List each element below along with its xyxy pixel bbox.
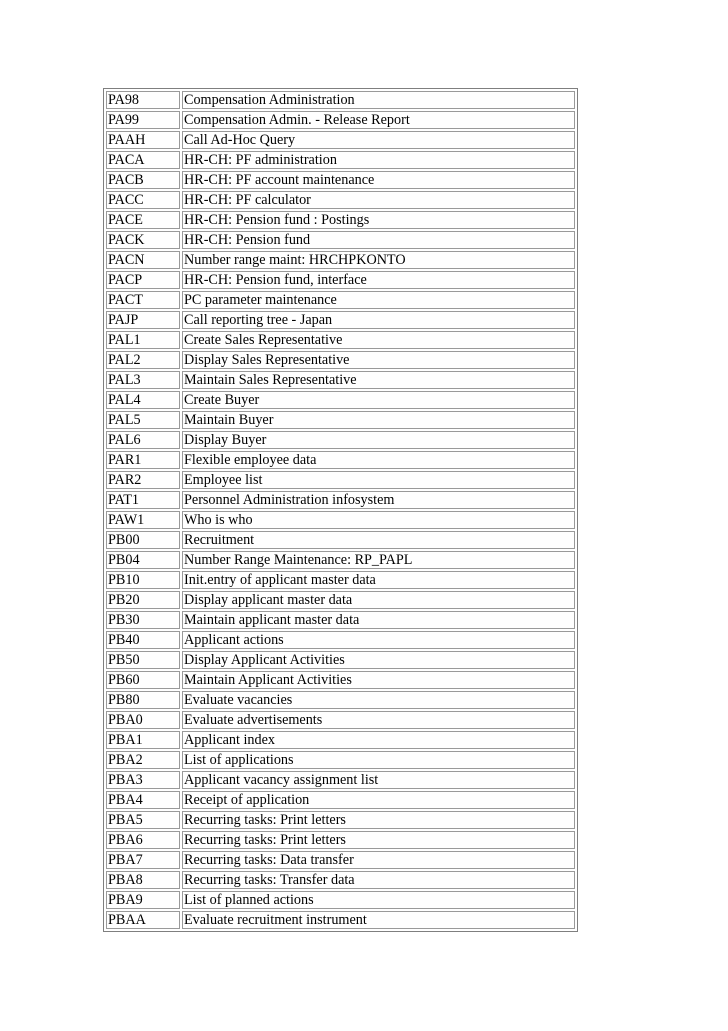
transaction-description-cell: Recurring tasks: Print letters — [182, 811, 575, 829]
transaction-description-cell: Init.entry of applicant master data — [182, 571, 575, 589]
transaction-code-cell: PB60 — [106, 671, 180, 689]
transaction-description-cell: Display Buyer — [182, 431, 575, 449]
transaction-description-cell: Maintain applicant master data — [182, 611, 575, 629]
transaction-code-cell: PAT1 — [106, 491, 180, 509]
table-row — [106, 291, 575, 309]
table-row — [106, 691, 575, 709]
table-row — [106, 311, 575, 329]
transaction-code-cell: PBA8 — [106, 871, 180, 889]
transaction-code-cell: PBA0 — [106, 711, 180, 729]
table-row — [106, 591, 575, 609]
table-row — [106, 271, 575, 289]
transaction-code-cell: PB30 — [106, 611, 180, 629]
transaction-description-cell: Personnel Administration infosystem — [182, 491, 575, 509]
transaction-code-cell: PAW1 — [106, 511, 180, 529]
table-row — [106, 331, 575, 349]
transaction-code-cell: PB80 — [106, 691, 180, 709]
table-row — [106, 631, 575, 649]
transaction-code-cell: PB40 — [106, 631, 180, 649]
transaction-code-cell: PACC — [106, 191, 180, 209]
transaction-code-cell: PACN — [106, 251, 180, 269]
transaction-code-cell: PAL2 — [106, 351, 180, 369]
transaction-description-cell: Maintain Applicant Activities — [182, 671, 575, 689]
transaction-description-cell: Recruitment — [182, 531, 575, 549]
transaction-code-cell: PB00 — [106, 531, 180, 549]
transaction-description-cell: Evaluate recruitment instrument — [182, 911, 575, 929]
transaction-description-cell: Display Sales Representative — [182, 351, 575, 369]
transaction-code-cell: PBA7 — [106, 851, 180, 869]
table-row — [106, 231, 575, 249]
transaction-code-table — [103, 88, 578, 932]
transaction-code-cell: PBA5 — [106, 811, 180, 829]
transaction-code-cell: PAL1 — [106, 331, 180, 349]
transaction-description-cell: Recurring tasks: Data transfer — [182, 851, 575, 869]
transaction-description-cell: Display Applicant Activities — [182, 651, 575, 669]
transaction-description-cell: HR-CH: Pension fund, interface — [182, 271, 575, 289]
transaction-description-cell: Display applicant master data — [182, 591, 575, 609]
table-row — [106, 471, 575, 489]
transaction-code-cell: PAL4 — [106, 391, 180, 409]
transaction-code-cell: PBA2 — [106, 751, 180, 769]
transaction-code-cell: PA98 — [106, 91, 180, 109]
transaction-code-cell: PACT — [106, 291, 180, 309]
transaction-code-cell: PACK — [106, 231, 180, 249]
table-row — [106, 911, 575, 929]
transaction-description-cell: Evaluate advertisements — [182, 711, 575, 729]
transaction-code-cell: PBA9 — [106, 891, 180, 909]
table-row — [106, 551, 575, 569]
transaction-code-cell: PAAH — [106, 131, 180, 149]
transaction-description-cell: List of planned actions — [182, 891, 575, 909]
table-row — [106, 171, 575, 189]
table-row — [106, 731, 575, 749]
table-row — [106, 891, 575, 909]
table-row — [106, 511, 575, 529]
transaction-description-cell: Recurring tasks: Print letters — [182, 831, 575, 849]
transaction-description-cell: Applicant actions — [182, 631, 575, 649]
transaction-code-cell: PAR1 — [106, 451, 180, 469]
transaction-code-cell: PAJP — [106, 311, 180, 329]
transaction-description-cell: Employee list — [182, 471, 575, 489]
table-row — [106, 791, 575, 809]
table-row — [106, 411, 575, 429]
transaction-description-cell: HR-CH: Pension fund — [182, 231, 575, 249]
transaction-code-cell: PBA1 — [106, 731, 180, 749]
table-row — [106, 351, 575, 369]
transaction-code-cell: PACE — [106, 211, 180, 229]
transaction-description-cell: HR-CH: PF calculator — [182, 191, 575, 209]
transaction-description-cell: Who is who — [182, 511, 575, 529]
table-row — [106, 771, 575, 789]
table-row — [106, 531, 575, 549]
transaction-description-cell: List of applications — [182, 751, 575, 769]
transaction-code-table-body — [106, 91, 575, 929]
table-row — [106, 151, 575, 169]
table-row — [106, 491, 575, 509]
transaction-description-cell: Flexible employee data — [182, 451, 575, 469]
table-row — [106, 211, 575, 229]
transaction-description-cell: Recurring tasks: Transfer data — [182, 871, 575, 889]
transaction-description-cell: Compensation Administration — [182, 91, 575, 109]
table-row — [106, 391, 575, 409]
transaction-description-cell: Call Ad-Hoc Query — [182, 131, 575, 149]
transaction-code-cell: PA99 — [106, 111, 180, 129]
transaction-description-cell: Applicant vacancy assignment list — [182, 771, 575, 789]
transaction-description-cell: Create Buyer — [182, 391, 575, 409]
transaction-code-cell: PAL6 — [106, 431, 180, 449]
table-row — [106, 811, 575, 829]
table-row — [106, 711, 575, 729]
transaction-description-cell: HR-CH: PF administration — [182, 151, 575, 169]
transaction-code-cell: PB10 — [106, 571, 180, 589]
transaction-code-cell: PBA6 — [106, 831, 180, 849]
transaction-code-cell: PB50 — [106, 651, 180, 669]
transaction-description-cell: Number range maint: HRCHPKONTO — [182, 251, 575, 269]
transaction-description-cell: Compensation Admin. - Release Report — [182, 111, 575, 129]
transaction-code-cell: PAL5 — [106, 411, 180, 429]
table-row — [106, 131, 575, 149]
table-row — [106, 371, 575, 389]
transaction-code-cell: PB04 — [106, 551, 180, 569]
transaction-description-cell: HR-CH: PF account maintenance — [182, 171, 575, 189]
transaction-code-cell: PBA3 — [106, 771, 180, 789]
table-row — [106, 251, 575, 269]
transaction-description-cell: Number Range Maintenance: RP_PAPL — [182, 551, 575, 569]
transaction-description-cell: Maintain Buyer — [182, 411, 575, 429]
table-row — [106, 91, 575, 109]
transaction-code-cell: PBA4 — [106, 791, 180, 809]
table-row — [106, 751, 575, 769]
table-row — [106, 651, 575, 669]
table-row — [106, 451, 575, 469]
table-row — [106, 671, 575, 689]
table-row — [106, 571, 575, 589]
transaction-description-cell: Evaluate vacancies — [182, 691, 575, 709]
transaction-description-cell: Create Sales Representative — [182, 331, 575, 349]
transaction-description-cell: Call reporting tree - Japan — [182, 311, 575, 329]
transaction-code-cell: PAL3 — [106, 371, 180, 389]
table-row — [106, 431, 575, 449]
transaction-description-cell: Receipt of application — [182, 791, 575, 809]
transaction-code-cell: PAR2 — [106, 471, 180, 489]
table-row — [106, 191, 575, 209]
transaction-code-cell: PB20 — [106, 591, 180, 609]
table-row — [106, 851, 575, 869]
transaction-code-cell: PBAA — [106, 911, 180, 929]
table-row — [106, 111, 575, 129]
table-row — [106, 611, 575, 629]
transaction-description-cell: HR-CH: Pension fund : Postings — [182, 211, 575, 229]
table-row — [106, 871, 575, 889]
transaction-code-cell: PACA — [106, 151, 180, 169]
table-row — [106, 831, 575, 849]
transaction-description-cell: PC parameter maintenance — [182, 291, 575, 309]
transaction-description-cell: Applicant index — [182, 731, 575, 749]
transaction-description-cell: Maintain Sales Representative — [182, 371, 575, 389]
transaction-code-cell: PACP — [106, 271, 180, 289]
transaction-code-cell: PACB — [106, 171, 180, 189]
